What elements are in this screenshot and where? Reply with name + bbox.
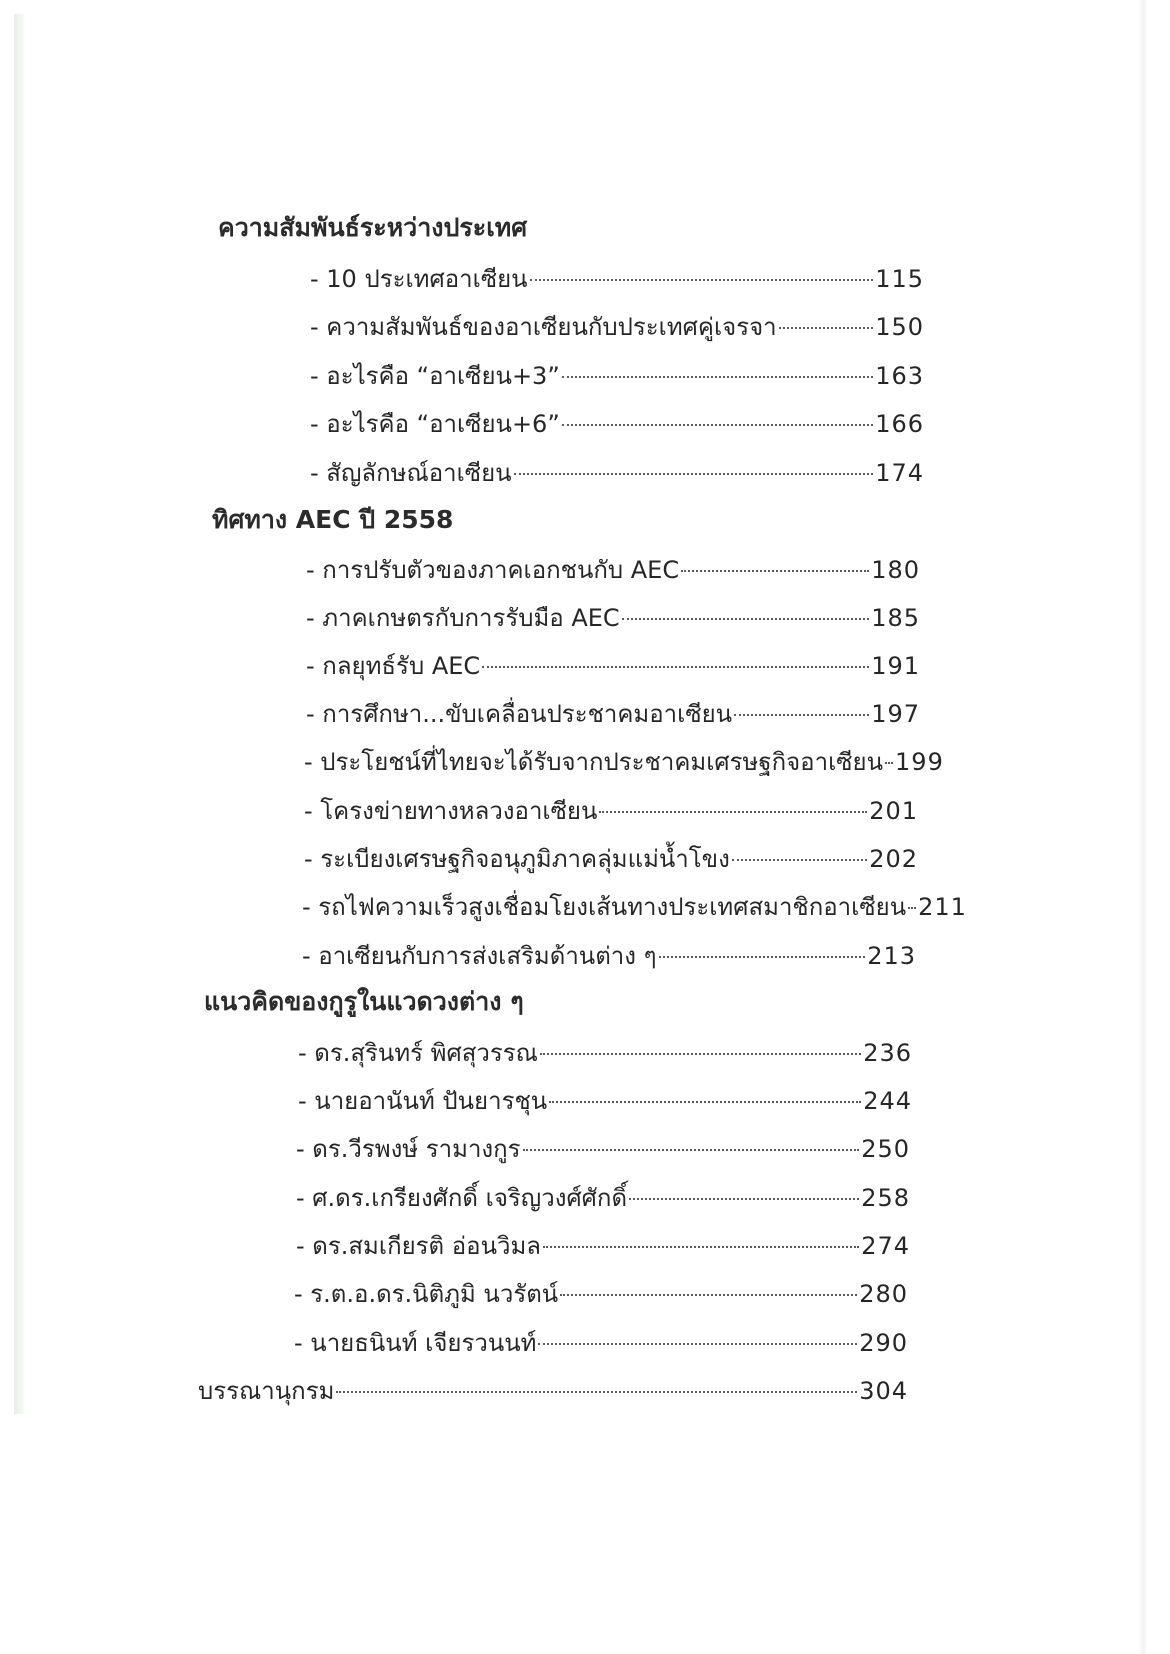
toc-entry[interactable]	[306, 601, 920, 635]
dot-leader	[629, 1198, 859, 1200]
entry-title: - ระเบียงเศรษฐกิจอนุภูมิภาคลุ่มแม่น้ำโขง	[304, 845, 730, 873]
entry-title: - ศ.ดร.เกรียงศักดิ์ เจริญวงศ์ศักดิ์	[296, 1184, 628, 1212]
entry-title: - การปรับตัวของภาคเอกชนกับ AEC	[306, 556, 680, 584]
page-number: 115	[875, 265, 924, 293]
page-number: 304	[859, 1377, 908, 1405]
toc-entry[interactable]	[310, 407, 924, 441]
page-number: 197	[871, 700, 920, 728]
page-number: 236	[863, 1039, 912, 1067]
toc-entry[interactable]	[304, 842, 918, 876]
toc-entry[interactable]	[294, 1326, 908, 1360]
toc-entry[interactable]	[296, 1132, 910, 1166]
dot-leader	[681, 570, 869, 572]
toc-entry[interactable]	[304, 794, 918, 828]
toc-entry[interactable]	[310, 359, 924, 393]
dot-leader	[908, 907, 916, 909]
section-heading: ความสัมพันธ์ระหว่างประเทศ	[218, 213, 528, 242]
dot-leader	[562, 424, 873, 426]
dot-leader	[659, 956, 866, 958]
dot-leader	[779, 327, 874, 329]
page-number: 211	[918, 893, 967, 921]
page-number: 191	[871, 652, 920, 680]
page-number: 174	[875, 459, 924, 487]
toc-entry[interactable]	[294, 1277, 908, 1311]
toc-entry[interactable]	[310, 262, 924, 296]
toc-entry[interactable]	[296, 1181, 910, 1215]
entry-title: บรรณานุกรม	[198, 1377, 335, 1405]
entry-title: - ภาคเกษตรกับการรับมือ AEC	[306, 604, 620, 632]
dot-leader	[538, 1343, 857, 1345]
toc-entry[interactable]	[302, 890, 967, 924]
dot-leader	[482, 666, 869, 668]
toc-entry[interactable]	[306, 649, 920, 683]
entry-title: - อะไรคือ “อาเซียน+6”	[310, 410, 560, 438]
dot-leader	[732, 859, 867, 861]
dot-leader	[560, 1294, 857, 1296]
dot-leader	[622, 618, 870, 620]
entry-title: - ดร.สุรินทร์ พิศสุวรรณ	[298, 1039, 538, 1067]
page-number: 280	[859, 1280, 908, 1308]
toc-entry[interactable]	[304, 745, 944, 779]
page-number: 150	[875, 313, 924, 341]
dot-leader	[540, 1053, 861, 1055]
toc-entry[interactable]	[306, 553, 920, 587]
toc-entry-bibliography[interactable]	[198, 1374, 908, 1408]
page-number: 202	[869, 845, 918, 873]
dot-leader	[599, 811, 867, 813]
section-heading: แนวคิดของกูรูในแวดวงต่าง ๆ	[204, 987, 524, 1016]
dot-leader	[523, 1149, 860, 1151]
entry-title: - ดร.วีรพงษ์ รามางกูร	[296, 1135, 521, 1163]
page-number: 166	[875, 410, 924, 438]
dot-leader	[336, 1391, 857, 1393]
page-number: 199	[895, 748, 944, 776]
page-number: 274	[861, 1232, 910, 1260]
entry-title: - ดร.สมเกียรติ อ่อนวิมล	[296, 1232, 542, 1260]
entry-title: - ความสัมพันธ์ของอาเซียนกับประเทศคู่เจรจา	[310, 313, 777, 341]
entry-title: - อะไรคือ “อาเซียน+3”	[310, 362, 560, 390]
toc-entry[interactable]	[298, 1036, 912, 1070]
toc-entry[interactable]	[310, 310, 924, 344]
entry-title: - ประโยชน์ที่ไทยจะได้รับจากประชาคมเศรษฐกิจอาเซียน	[304, 748, 884, 776]
dot-leader	[530, 279, 874, 281]
page-number: 250	[861, 1135, 910, 1163]
page-number: 163	[875, 362, 924, 390]
dot-leader	[885, 762, 893, 764]
toc-entry[interactable]	[310, 456, 924, 490]
entry-title: - กลยุทธ์รับ AEC	[306, 652, 481, 680]
page-number: 201	[869, 797, 918, 825]
entry-title: - นายอานันท์ ปันยารชุน	[298, 1087, 548, 1115]
entry-title: - โครงข่ายทางหลวงอาเซียน	[304, 797, 598, 825]
toc-entry[interactable]	[302, 939, 916, 973]
dot-leader	[562, 376, 873, 378]
page-number: 244	[863, 1087, 912, 1115]
toc-entry[interactable]	[306, 697, 920, 731]
dot-leader	[549, 1101, 861, 1103]
entry-title: - รถไฟความเร็วสูงเชื่อมโยงเส้นทางประเทศสมาชิกอาเซียน	[302, 893, 907, 921]
entry-title: - 10 ประเทศอาเซียน	[310, 265, 528, 293]
dot-leader	[734, 714, 869, 716]
page-number: 290	[859, 1329, 908, 1357]
dot-leader	[514, 473, 874, 475]
page-number: 180	[871, 556, 920, 584]
entry-title: - นายธนินท์ เจียรวนนท์	[294, 1329, 537, 1357]
entry-title: - ร.ต.อ.ดร.นิติภูมิ นวรัตน์	[294, 1280, 559, 1308]
entry-title: - การศึกษา...ขับเคลื่อนประชาคมอาเซียน	[306, 700, 733, 728]
section-heading: ทิศทาง AEC ปี 2558	[212, 505, 454, 534]
toc-entry[interactable]	[296, 1229, 910, 1263]
dot-leader	[543, 1246, 859, 1248]
page-number: 185	[871, 604, 920, 632]
page-number: 213	[867, 942, 916, 970]
entry-title: - อาเซียนกับการส่งเสริมด้านต่าง ๆ	[302, 942, 657, 970]
toc-entry[interactable]	[298, 1084, 912, 1118]
entry-title: - สัญลักษณ์อาเซียน	[310, 459, 512, 487]
page-number: 258	[861, 1184, 910, 1212]
